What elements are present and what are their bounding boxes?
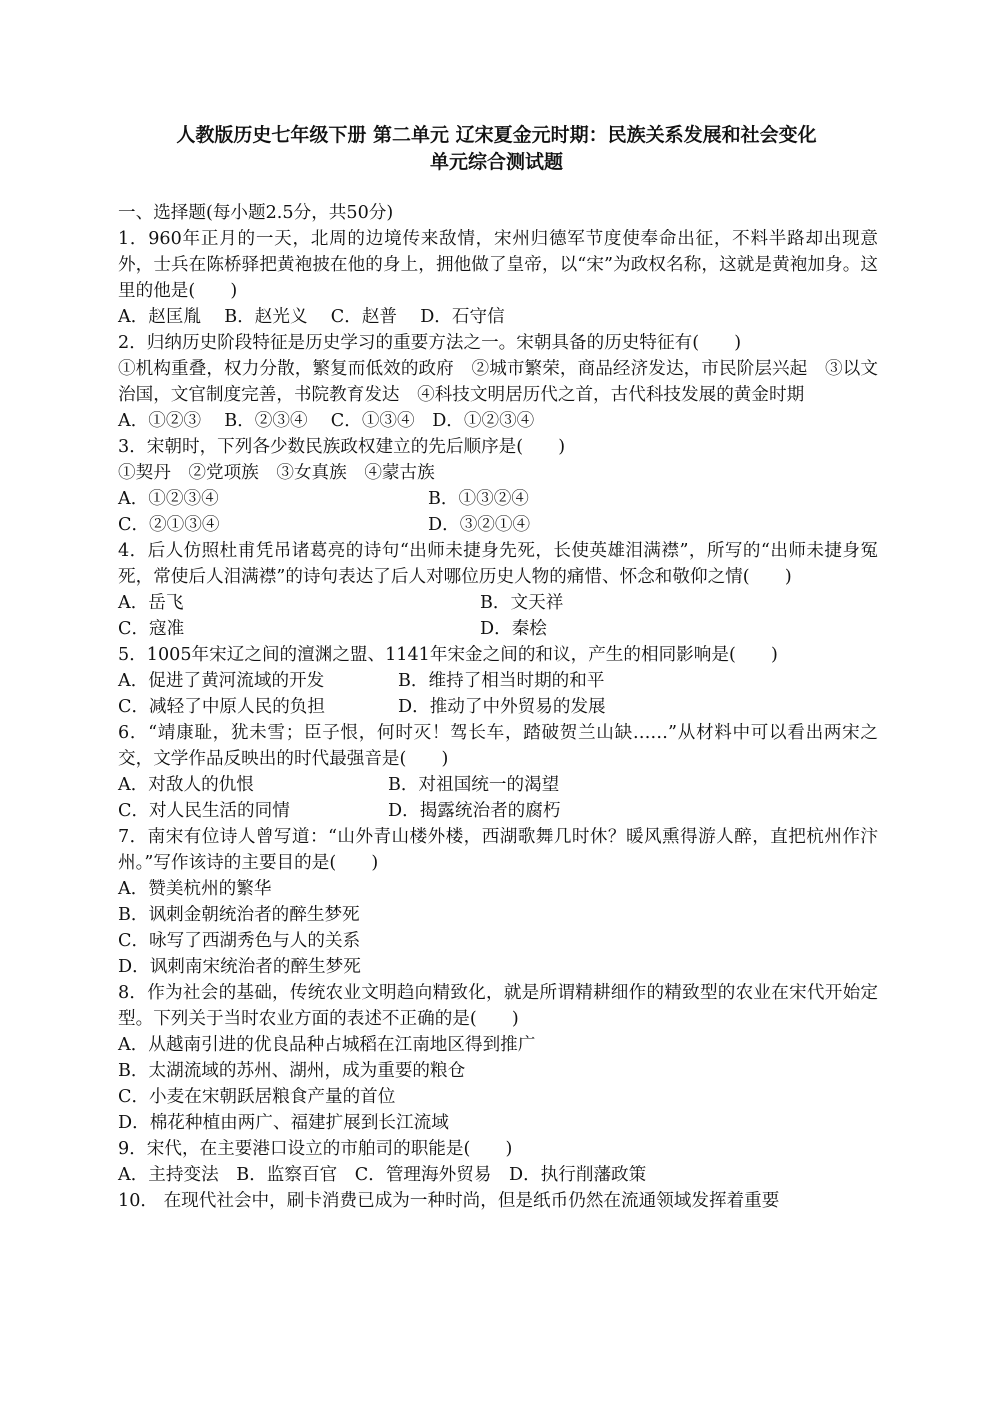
question-4-stem: 4．后人仿照杜甫凭吊诸葛亮的诗句“出师未捷身先死，长使英雄泪满襟”，所写的“出师未捷身冤死，常使后人泪满襟”的诗句表达了后人对哪位历史人物的痛惜、怀念和敬仰之情( ) [118, 541, 878, 587]
question-9-stem: 9．宋代，在主要港口设立的市舶司的职能是( ) [118, 1139, 513, 1159]
question-5-option-b: B．维持了相当时期的和平 [398, 671, 605, 691]
page-subtitle: 单元综合测试题 [429, 151, 563, 173]
question-6-stem: 6．“靖康耻，犹未雪；臣子恨，何时灭！驾长车，踏破贺兰山缺……”从材料中可以看出两宋之交，文学作品反映出的时代最强音是( ) [118, 723, 878, 769]
question-3-option-b: B．①③②④ [428, 489, 529, 509]
question-3-option-d: D．③②①④ [428, 515, 531, 535]
question-5-options-row-1 [118, 668, 878, 694]
page-title: 人教版历史七年级下册 第二单元 辽宋夏金元时期：民族关系发展和社会变化 [176, 124, 817, 146]
question-7-option-b: B．讽刺金朝统治者的醉生梦死 [118, 905, 360, 925]
question-3-stem: 3．宋朝时，下列各少数民族政权建立的先后顺序是( ) [118, 437, 566, 457]
question-3-options-row-1 [118, 486, 878, 512]
question-5-stem: 5．1005年宋辽之间的澶渊之盟、1141年宋金之间的和议，产生的相同影响是( ) [118, 645, 778, 665]
question-3-option-c: C．②①③④ [118, 515, 220, 535]
question-8-option-a: A．从越南引进的优良品种占城稻在江南地区得到推广 [118, 1035, 536, 1055]
question-1-stem: 1．960年正月的一天，北周的边境传来敌情，宋州归德军节度使奉命出征，不料半路却出现意外，士兵在陈桥驿把黄袍披在他的身上，拥他做了皇帝，以“宋”为政权名称，这就是黄袍加身。这里的他是( ) [118, 229, 878, 301]
question-7-option-a: A．赞美杭州的繁华 [118, 879, 272, 899]
question-4-options-row-2 [118, 616, 878, 642]
question-1-options: A．赵匡胤 B．赵光义 C．赵普 D．石守信 [118, 307, 505, 327]
question-3-material: ①契丹 ②党项族 ③女真族 ④蒙古族 [118, 463, 435, 483]
question-8-stem: 8．作为社会的基础，传统农业文明趋向精致化，就是所谓精耕细作的精致型的农业在宋代开始定型。下列关于当时农业方面的表述不正确的是( ) [118, 983, 878, 1029]
question-5-option-d: D．推动了中外贸易的发展 [398, 697, 606, 717]
question-8-option-b: B．太湖流域的苏州、湖州，成为重要的粮仓 [118, 1061, 466, 1081]
question-6-option-d: D．揭露统治者的腐朽 [388, 801, 561, 821]
question-2-options: A．①②③ B．②③④ C．①③④ D．①②③④ [118, 411, 535, 431]
question-4-option-a: A．岳飞 [118, 593, 184, 613]
question-9-options: A．主持变法 B．监察百官 C．管理海外贸易 D．执行削藩政策 [118, 1165, 647, 1185]
question-6-option-b: B．对祖国统一的渴望 [388, 775, 560, 795]
question-6-option-c: C．对人民生活的同情 [118, 801, 290, 821]
question-4-option-c: C．寇准 [118, 619, 185, 639]
question-2-stem: 2．归纳历史阶段特征是历史学习的重要方法之一。宋朝具备的历史特征有( ) [118, 333, 742, 353]
question-3-options-row-2 [118, 512, 878, 538]
question-4-option-d: D．秦桧 [480, 619, 547, 639]
question-5-option-a: A．促进了黄河流域的开发 [118, 671, 325, 691]
question-7-option-c: C．咏写了西湖秀色与人的关系 [118, 931, 361, 951]
question-2-material: ①机构重叠，权力分散，繁复而低效的政府 ②城市繁荣，商品经济发达，市民阶层兴起 ③以文治国，文官制度完善，书院教育发达 ④科技文明居历代之首，古代科技发展的黄金时期 [118, 359, 878, 405]
question-5-options-row-2 [118, 694, 878, 720]
section-heading: 一、选择题(每小题2.5分，共50分) [118, 203, 394, 223]
question-4-option-b: B．文天祥 [480, 593, 564, 613]
question-6-option-a: A．对敌人的仇恨 [118, 775, 254, 795]
question-5-option-c: C．减轻了中原人民的负担 [118, 697, 325, 717]
question-6-options-row-2 [118, 798, 878, 824]
question-10-stem: 10． 在现代社会中，刷卡消费已成为一种时尚，但是纸币仍然在流通领域发挥着重要 [118, 1191, 780, 1211]
question-8-option-d: D．棉花种植由两广、福建扩展到长江流域 [118, 1113, 449, 1133]
question-8-option-c: C．小麦在宋朝跃居粮食产量的首位 [118, 1087, 396, 1107]
question-4-options-row-1 [118, 590, 878, 616]
question-7-stem: 7．南宋有位诗人曾写道：“山外青山楼外楼，西湖歌舞几时休？暖风熏得游人醉，直把杭州作汴州。”写作该诗的主要目的是( ) [118, 827, 878, 873]
question-3-option-a: A．①②③④ [118, 489, 219, 509]
question-7-option-d: D．讽刺南宋统治者的醉生梦死 [118, 957, 361, 977]
question-6-options-row-1 [118, 772, 878, 798]
exam-content [118, 200, 878, 1214]
